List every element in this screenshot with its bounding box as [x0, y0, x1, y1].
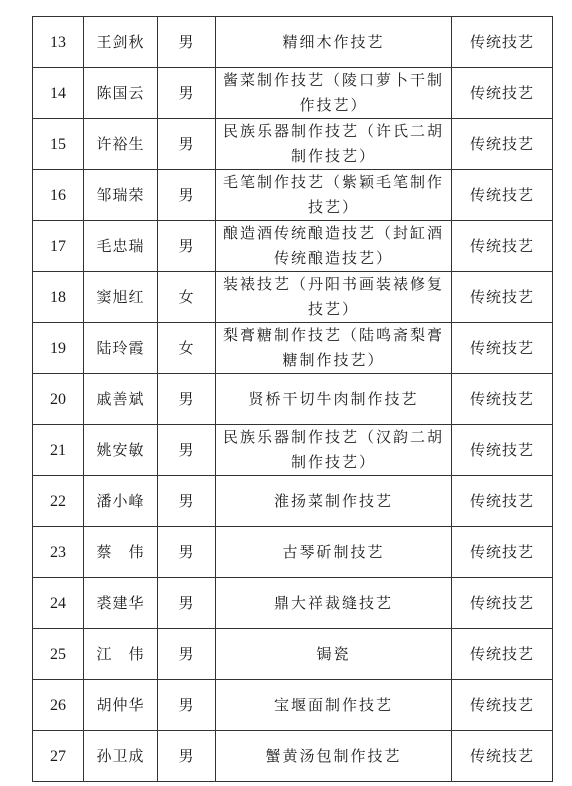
cell-number: 23 — [33, 527, 84, 578]
cell-category: 传统技艺 — [452, 170, 553, 221]
cell-number: 21 — [33, 425, 84, 476]
cell-gender: 男 — [158, 527, 216, 578]
cell-project — [216, 731, 452, 782]
cell-name: 邹瑞荣 — [84, 170, 158, 221]
table-row — [33, 68, 553, 119]
cell-project — [216, 323, 452, 374]
cell-name: 裘建华 — [84, 578, 158, 629]
cell-project — [216, 272, 452, 323]
cell-gender: 男 — [158, 374, 216, 425]
cell-gender: 男 — [158, 221, 216, 272]
cell-project — [216, 629, 452, 680]
cell-gender: 男 — [158, 629, 216, 680]
cell-name: 许裕生 — [84, 119, 158, 170]
project-text: 梨膏糖制作技艺（陆鸣斋梨膏糖制作技艺） — [222, 326, 444, 369]
table-row — [33, 221, 553, 272]
project-text: 淮扬菜制作技艺 — [273, 491, 393, 510]
cell-project — [216, 170, 452, 221]
cell-category: 传统技艺 — [452, 425, 553, 476]
cell-project — [216, 221, 452, 272]
table-row — [33, 680, 553, 731]
cell-category: 传统技艺 — [452, 731, 553, 782]
cell-name: 窦旭红 — [84, 272, 158, 323]
project-text: 民族乐器制作技艺（许氏二胡制作技艺） — [222, 122, 444, 165]
cell-name: 潘小峰 — [84, 476, 158, 527]
cell-name: 蔡 伟 — [84, 527, 158, 578]
project-text: 鼎大祥裁缝技艺 — [273, 593, 393, 612]
cell-gender: 男 — [158, 68, 216, 119]
project-text: 酿造酒传统酿造技艺（封缸酒传统酿造技艺） — [222, 224, 444, 267]
cell-number: 19 — [33, 323, 84, 374]
project-text: 锔瓷 — [316, 644, 351, 663]
cell-gender: 男 — [158, 170, 216, 221]
cell-name: 江 伟 — [84, 629, 158, 680]
cell-name: 戚善斌 — [84, 374, 158, 425]
cell-name: 姚安敏 — [84, 425, 158, 476]
cell-gender: 女 — [158, 323, 216, 374]
project-text: 民族乐器制作技艺（汉韵二胡制作技艺） — [222, 428, 444, 471]
cell-gender: 男 — [158, 17, 216, 68]
table-row — [33, 476, 553, 527]
cell-name: 孙卫成 — [84, 731, 158, 782]
cell-number: 25 — [33, 629, 84, 680]
cell-gender: 男 — [158, 680, 216, 731]
cell-category: 传统技艺 — [452, 68, 553, 119]
cell-number: 18 — [33, 272, 84, 323]
cell-category: 传统技艺 — [452, 527, 553, 578]
cell-project — [216, 17, 452, 68]
cell-category: 传统技艺 — [452, 221, 553, 272]
project-text: 酱菜制作技艺（陵口萝卜干制作技艺） — [222, 71, 444, 114]
cell-category: 传统技艺 — [452, 629, 553, 680]
project-text: 精细木作技艺 — [282, 32, 385, 51]
cell-category: 传统技艺 — [452, 578, 553, 629]
project-text: 装裱技艺（丹阳书画装裱修复技艺） — [222, 275, 444, 318]
table-row — [33, 119, 553, 170]
table-row — [33, 731, 553, 782]
cell-project — [216, 425, 452, 476]
table-row — [33, 323, 553, 374]
cell-category: 传统技艺 — [452, 680, 553, 731]
table-row — [33, 425, 553, 476]
cell-project — [216, 527, 452, 578]
cell-name: 毛忠瑞 — [84, 221, 158, 272]
cell-name: 王剑秋 — [84, 17, 158, 68]
project-text: 蟹黄汤包制作技艺 — [265, 746, 402, 765]
cell-category: 传统技艺 — [452, 17, 553, 68]
cell-project — [216, 476, 452, 527]
inheritor-table — [32, 16, 553, 782]
cell-number: 24 — [33, 578, 84, 629]
cell-name: 陆玲霞 — [84, 323, 158, 374]
cell-gender: 男 — [158, 476, 216, 527]
table-row — [33, 527, 553, 578]
project-text: 毛笔制作技艺（紫颖毛笔制作技艺） — [222, 173, 444, 216]
cell-name: 陈国云 — [84, 68, 158, 119]
cell-gender: 男 — [158, 119, 216, 170]
table-row — [33, 629, 553, 680]
cell-gender: 女 — [158, 272, 216, 323]
cell-number: 13 — [33, 17, 84, 68]
project-text: 古琴斫制技艺 — [282, 542, 385, 561]
table-body — [33, 17, 553, 782]
cell-category: 传统技艺 — [452, 374, 553, 425]
cell-project — [216, 578, 452, 629]
table-row — [33, 170, 553, 221]
cell-name: 胡仲华 — [84, 680, 158, 731]
table-row — [33, 578, 553, 629]
cell-gender: 男 — [158, 578, 216, 629]
cell-project — [216, 68, 452, 119]
cell-project — [216, 374, 452, 425]
table-row — [33, 272, 553, 323]
cell-category: 传统技艺 — [452, 272, 553, 323]
table-row — [33, 17, 553, 68]
cell-number: 27 — [33, 731, 84, 782]
cell-number: 17 — [33, 221, 84, 272]
cell-number: 22 — [33, 476, 84, 527]
project-text: 宝堰面制作技艺 — [273, 695, 393, 714]
cell-number: 14 — [33, 68, 84, 119]
table-row — [33, 374, 553, 425]
cell-gender: 男 — [158, 425, 216, 476]
cell-project — [216, 680, 452, 731]
cell-category: 传统技艺 — [452, 476, 553, 527]
cell-number: 15 — [33, 119, 84, 170]
inheritor-table-container — [32, 16, 547, 782]
project-text: 贤桥干切牛肉制作技艺 — [248, 389, 419, 408]
cell-gender: 男 — [158, 731, 216, 782]
cell-number: 20 — [33, 374, 84, 425]
cell-category: 传统技艺 — [452, 119, 553, 170]
cell-project — [216, 119, 452, 170]
cell-number: 26 — [33, 680, 84, 731]
cell-number: 16 — [33, 170, 84, 221]
cell-category: 传统技艺 — [452, 323, 553, 374]
